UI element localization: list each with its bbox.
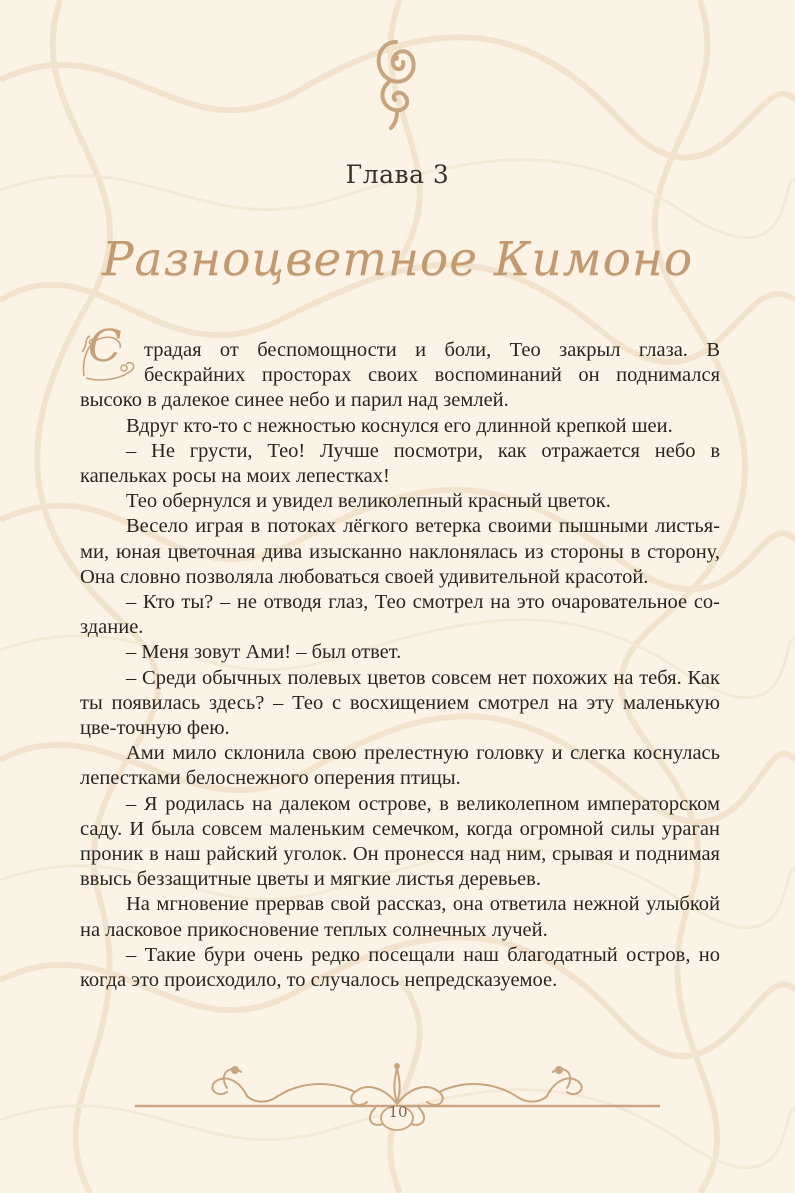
paragraph-first (80, 321, 720, 414)
swirl-ornament-icon (367, 38, 425, 130)
floral-divider-icon (135, 1058, 660, 1138)
paragraph: – Среди обычных полевых цветов совсем нет похожих на тебя. Как ты появилась здесь? – Тео с восхищением смотрел на эту маленькую цве-точную фею. (80, 666, 720, 740)
story-text (80, 321, 720, 993)
paragraph: – Кто ты? – не отводя глаз, Тео смотрел на это очаровательное со-здание. (80, 591, 720, 639)
paragraph: – Такие бури очень редко посещали наш благодатный остров, но когда это происходило, то случалось непредсказуемое. (80, 943, 720, 992)
paragraph: Вдруг кто-то с нежностью коснулся его длинной крепкой шеи. (126, 414, 673, 437)
paragraph: Весело играя в потоках лёгкого ветерка своими пышными листья-ми, юная цветочная дива изысканно наклонялась из стороны в сторону, Она словно позволяла любоваться своей удивительной красотой. (80, 515, 720, 588)
paragraph: – Не грусти, Тео! Лучше посмотри, как отражается небо в капельках росы на моих лепестках! (80, 439, 720, 488)
paragraph: На мгновение прервав свой рассказ, она ответила нежной улыбкой на ласковое прикосновение теплых солнечных лучей. (80, 893, 720, 941)
paragraph: Тео обернулся и увидел великолепный красный цветок. (126, 490, 611, 513)
chapter-title: Разноцветное Кимоно (101, 232, 694, 287)
paragraph-first-text: традая от беспомощности и боли, Тео закрыл глаза. В бескрайних просторах своих воспоминаний он поднимался высоко в далекое синее небо и парил над землей. (80, 339, 720, 412)
dropcap-letter: С (88, 321, 122, 372)
paragraph: Ами мило склонила свою прелестную головку и слегка коснулась лепестками белоснежного оперения птицы. (80, 742, 720, 790)
page-number: 10 (388, 1103, 408, 1121)
ornate-initial-icon (80, 321, 138, 382)
chapter-label: Глава 3 (345, 160, 450, 189)
paragraph: – Меня зовут Ами! – был ответ. (126, 641, 402, 664)
paragraph: – Я родилась на далеком острове, в великолепном императорском саду. И была совсем маленьким семечком, когда огромной силы ураган проник в наш райский уголок. Он пронесся над ним, срывая и поднимая ввысь беззащитные цветы и мягкие листья деревьев. (80, 792, 720, 891)
